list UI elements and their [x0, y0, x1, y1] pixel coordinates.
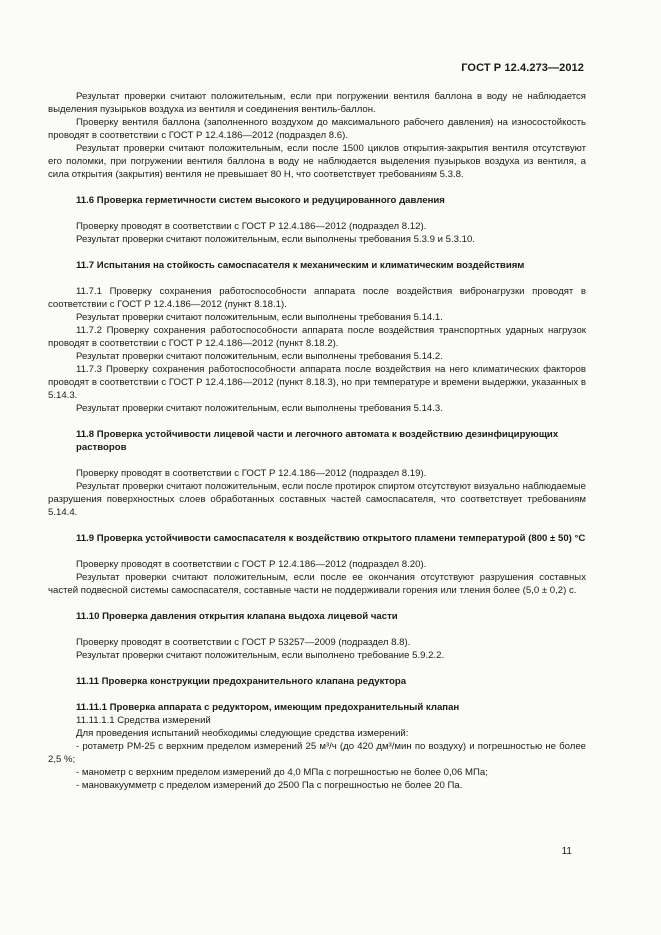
paragraph: Результат проверки считают положительным, если выполнено требование 5.9.2.2.	[76, 650, 445, 661]
paragraph: 11.7.2 Проверку сохранения работоспособности аппарата после воздействия транспортных ударных нагрузок проводят в соответствии с ГОСТ Р 12.4.186—2012 (пункт 8.18.2).	[48, 325, 586, 349]
section-heading-11-11: 11.11 Проверка конструкции предохранительного клапана редуктора	[76, 676, 407, 687]
section-heading-11-8: 11.8 Проверка устойчивости лицевой части и легочного автомата к воздействию дезинфицирующих растворов	[76, 429, 559, 453]
list-item: - ротаметр РМ-25 с верхним пределом измерений 25 м³/ч (до 420 дм³/мин по воздуху) и погрешностью не более 2,5 %;	[48, 741, 586, 765]
paragraph: Результат проверки считают положительным, если при погружении вентиля баллона в воду не наблюдается выделения пузырьков воздуха из вентиля и соединения вентиль-баллон.	[48, 91, 586, 115]
paragraph: Для проведения испытаний необходимы следующие средства измерений:	[76, 728, 409, 739]
paragraph: Проверку проводят в соответствии с ГОСТ Р 12.4.186—2012 (подраздел 8.20).	[76, 559, 427, 570]
document-header: ГОСТ Р 12.4.273—2012	[461, 62, 584, 74]
list-item: - манометр с верхним пределом измерений до 4,0 МПа с погрешностью не более 0,06 МПа;	[76, 767, 488, 778]
paragraph: 11.7.3 Проверку сохранения работоспособности аппарата после воздействия на него климатических факторов проводят в соответствии с ГОСТ Р 12.4.186—2012 (пункт 8.18.3), но при температуре и времени выдержки, указанных в 5.14.3.	[48, 364, 586, 401]
document-body	[48, 90, 586, 792]
paragraph: Результат проверки считают положительным, если выполнены требования 5.14.3.	[76, 403, 443, 414]
page-number: 11	[561, 846, 572, 857]
section-heading-11-10: 11.10 Проверка давления открытия клапана выдоха лицевой части	[76, 611, 398, 622]
section-heading-11-7: 11.7 Испытания на стойкость самоспасателя к механическим и климатическим воздействиям	[76, 260, 525, 271]
paragraph: Результат проверки считают положительным, если после протирок спиртом отсутствуют визуально наблюдаемые разрушения поверхностных слоев обработанных составных частей самоспасателя, что соответствует требованиям 5.14.4.	[48, 481, 586, 518]
paragraph: Проверку вентиля баллона (заполненного воздухом до максимального рабочего давления) на износостойкость проводят в соответствии с ГОСТ Р 12.4.186—2012 (подраздел 8.6).	[48, 117, 586, 141]
subsection-heading-11-11-1: 11.11.1 Проверка аппарата с редуктором, имеющим предохранительный клапан	[76, 702, 460, 713]
paragraph: Результат проверки считают положительным, если после ее окончания отсутствуют разрушения составных частей подвесной системы самоспасателя, составные части не поддерживали горения или тления более (5,0 ± 0,2) с.	[48, 572, 586, 596]
paragraph: Результат проверки считают положительным, если выполнены требования 5.14.1.	[76, 312, 443, 323]
paragraph: Результат проверки считают положительным, если выполнены требования 5.3.9 и 5.3.10.	[76, 234, 475, 245]
section-heading-11-9: 11.9 Проверка устойчивости самоспасателя к воздействию открытого пламени температурой (800 ± 50) °С	[76, 533, 586, 544]
section-heading-11-6: 11.6 Проверка герметичности систем высокого и редуцированного давления	[76, 195, 445, 206]
paragraph: Проверку проводят в соответствии с ГОСТ Р 53257—2009 (подраздел 8.8).	[76, 637, 411, 648]
paragraph: Проверку проводят в соответствии с ГОСТ Р 12.4.186—2012 (подраздел 8.19).	[76, 468, 427, 479]
list-item: - мановакуумметр с пределом измерений до 2500 Па с погрешностью не более 20 Па.	[76, 780, 463, 791]
paragraph: Проверку проводят в соответствии с ГОСТ Р 12.4.186—2012 (подраздел 8.12).	[76, 221, 427, 232]
paragraph: Результат проверки считают положительным, если выполнены требования 5.14.2.	[76, 351, 443, 362]
paragraph: 11.11.1.1 Средства измерений	[76, 715, 211, 726]
paragraph: Результат проверки считают положительным, если после 1500 циклов открытия-закрытия вентиля отсутствуют его поломки, при погружении вентиля баллона в воду не наблюдается выделения пузырьков воздуха из вентиля, а сила открытия (закрытия) вентиля не превышает 80 Н, что соответствует требованиям 5.3.8.	[48, 143, 586, 180]
paragraph: 11.7.1 Проверку сохранения работоспособности аппарата после воздействия вибронагрузки проводят в соответствии с ГОСТ Р 12.4.186—2012 (пункт 8.18.1).	[48, 286, 586, 310]
